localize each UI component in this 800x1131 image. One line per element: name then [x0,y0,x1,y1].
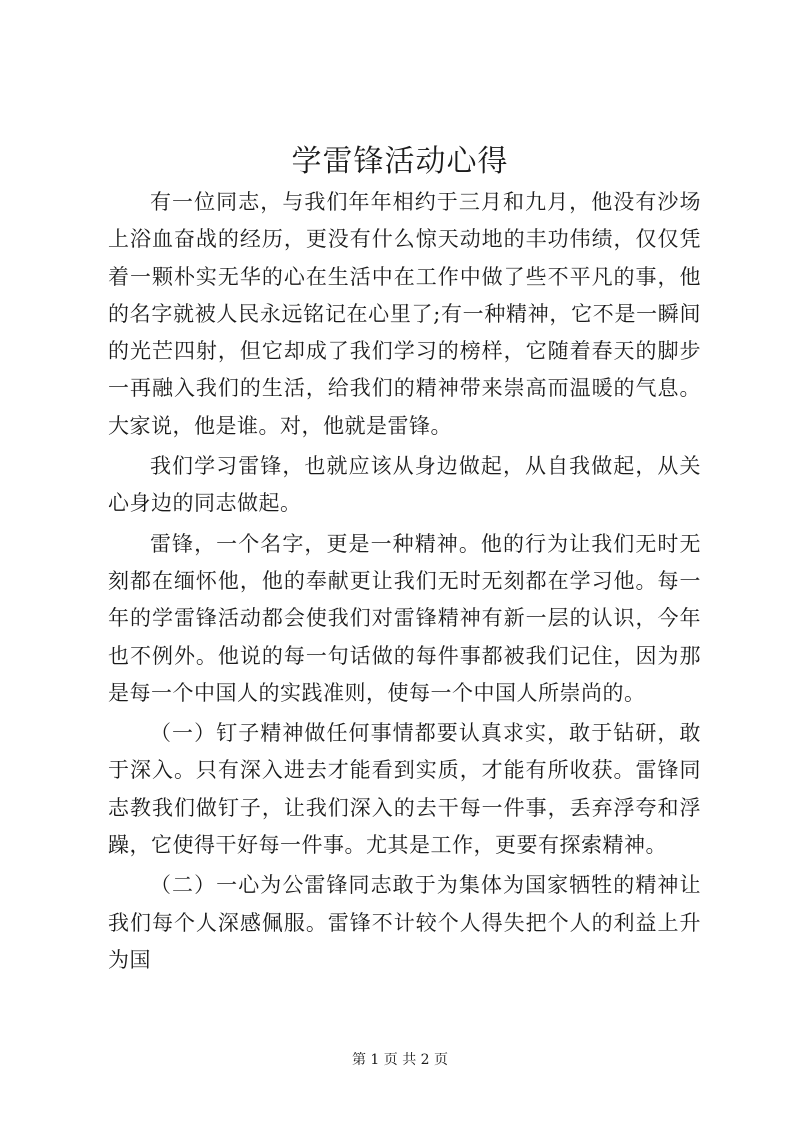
paragraph-1: 有一位同志，与我们年年相约于三月和九月，他没有沙场上浴血奋战的经历，更没有什么惊天动地的丰功伟绩，仅仅凭着一颗朴实无华的心在生活中在工作中做了些不平凡的事，他的名字就被人民永远铭记在心里了;有一种精神，它不是一瞬间的光芒四射，但它却成了我们学习的榜样，它随着春天的脚步一再融入我们的生活，给我们的精神带来崇高而温暖的气息。大家说，他是谁。对，他就是雷锋。 [108,190,701,438]
paragraph-5: （二）一心为公雷锋同志敢于为集体为国家牺牲的精神让我们每个人深感佩服。雷锋不计较个人得失把个人的利益上升为国 [108,873,701,972]
paragraph-4: （一）钉子精神做任何事情都要认真求实，敢于钻研，敢于深入。只有深入进去才能看到实质，才能有所收获。雷锋同志教我们做钉子，让我们深入的去干每一件事，丢弃浮夸和浮躁，它使得干好每一件事。尤其是工作，更要有探索精神。 [108,721,701,858]
document-body [108,184,701,982]
paragraph-2: 我们学习雷锋，也就应该从身边做起，从自我做起，从关心身边的同志做起。 [108,454,701,516]
page-footer: 第 1 页 共 2 页 [351,1052,449,1068]
paragraph-3: 雷锋，一个名字，更是一种精神。他的行为让我们无时无刻都在缅怀他，他的奉献更让我们无时无刻都在学习他。每一年的学雷锋活动都会使我们对雷锋精神有新一层的认识，今年也不例外。他说的每一句话做的每件事都被我们记住，因为那是每一个中国人的实践准则，使每一个中国人所崇尚的。 [108,531,701,705]
document-title: 学雷锋活动心得 [291,144,509,179]
